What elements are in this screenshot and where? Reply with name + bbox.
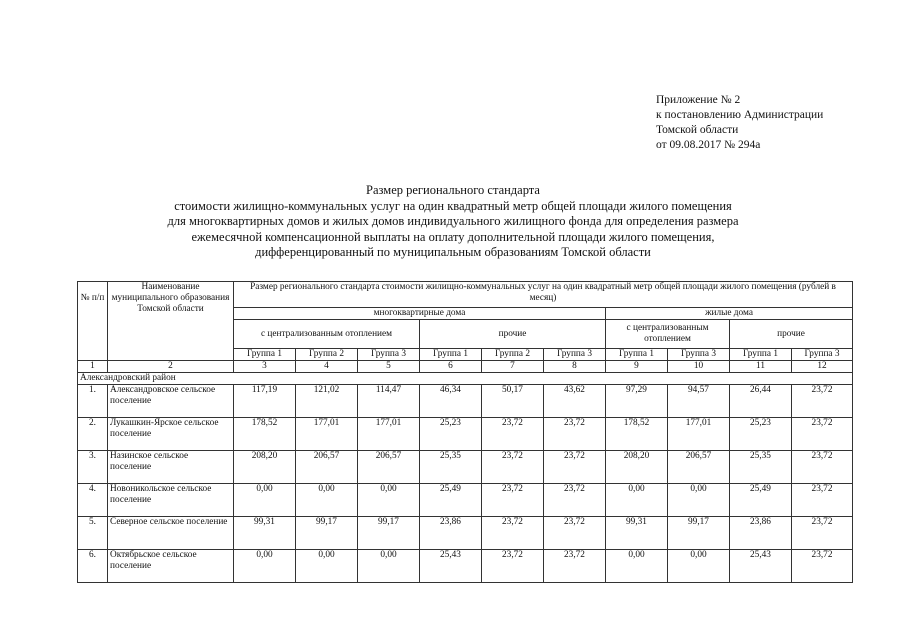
title-line: стоимости жилищно-коммунальных услуг на один квадратный метр общей площади жилого помещения (174, 198, 732, 213)
header-apartments: многоквартирные дома (234, 308, 606, 320)
column-number-row (78, 361, 853, 373)
value-cell: 25,35 (420, 451, 482, 484)
column-number: 12 (792, 361, 853, 373)
value-cell: 25,23 (730, 418, 792, 451)
value-cell: 0,00 (668, 484, 730, 517)
value-cell: 23,72 (792, 550, 853, 583)
value-cell: 99,31 (234, 517, 296, 550)
value-cell: 23,72 (544, 550, 606, 583)
column-number: 6 (420, 361, 482, 373)
municipality-name: Лукашкин-Ярское сельское поселение (108, 418, 234, 451)
district-name: Александровский район (78, 373, 853, 385)
value-cell: 0,00 (358, 484, 420, 517)
row-number: 6. (78, 550, 108, 583)
appendix-line: Приложение № 2 (656, 94, 741, 106)
value-cell: 208,20 (606, 451, 668, 484)
column-number: 5 (358, 361, 420, 373)
value-cell: 25,43 (420, 550, 482, 583)
value-cell: 26,44 (730, 385, 792, 418)
municipality-name: Новоникольское сельское поселение (108, 484, 234, 517)
value-cell: 46,34 (420, 385, 482, 418)
value-cell: 206,57 (668, 451, 730, 484)
title-line: для многоквартирных домов и жилых домов индивидуального жилищного фонда для определения размера (167, 214, 739, 228)
value-cell: 23,72 (544, 484, 606, 517)
appendix-line: от 09.08.2017 № 294а (656, 139, 761, 151)
district-row (78, 373, 853, 385)
header-other: прочие (420, 320, 606, 349)
value-cell: 206,57 (296, 451, 358, 484)
value-cell: 94,57 (668, 385, 730, 418)
value-cell: 177,01 (296, 418, 358, 451)
value-cell: 23,86 (420, 517, 482, 550)
value-cell: 23,72 (544, 418, 606, 451)
value-cell: 177,01 (358, 418, 420, 451)
header-houses: жилые дома (606, 308, 853, 320)
column-number: 1 (78, 361, 108, 373)
table-row (78, 484, 853, 517)
value-cell: 121,02 (296, 385, 358, 418)
group-cell: Группа 1 (730, 349, 792, 361)
value-cell: 23,72 (544, 517, 606, 550)
header-other: прочие (730, 320, 853, 349)
header-name: Наименование муниципального образования Томской области (108, 282, 234, 361)
group-cell: Группа 2 (482, 349, 544, 361)
value-cell: 25,49 (730, 484, 792, 517)
value-cell: 0,00 (358, 550, 420, 583)
municipality-name: Назинское сельское поселение (108, 451, 234, 484)
value-cell: 23,72 (482, 484, 544, 517)
document-title (130, 183, 776, 261)
value-cell: 23,72 (482, 451, 544, 484)
column-number: 11 (730, 361, 792, 373)
group-cell: Группа 1 (420, 349, 482, 361)
title-line: дифференцированный по муниципальным образованиям Томской области (255, 245, 651, 259)
group-cell: Группа 3 (358, 349, 420, 361)
value-cell: 23,86 (730, 517, 792, 550)
value-cell: 25,43 (730, 550, 792, 583)
value-cell: 23,72 (482, 418, 544, 451)
table-row (78, 517, 853, 550)
column-number: 8 (544, 361, 606, 373)
value-cell: 178,52 (606, 418, 668, 451)
row-number: 1. (78, 385, 108, 418)
value-cell: 25,49 (420, 484, 482, 517)
group-cell: Группа 1 (606, 349, 668, 361)
value-cell: 43,62 (544, 385, 606, 418)
value-cell: 208,20 (234, 451, 296, 484)
value-cell: 99,17 (296, 517, 358, 550)
value-cell: 0,00 (606, 550, 668, 583)
group-cell: Группа 3 (668, 349, 730, 361)
appendix-line: Томской области (656, 124, 739, 136)
header-size: Размер регионального стандарта стоимости жилищно-коммунальных услуг на один квадратный метр общей площади жилого помещения (рублей в месяц) (234, 282, 853, 308)
group-cell: Группа 3 (544, 349, 606, 361)
value-cell: 0,00 (234, 550, 296, 583)
value-cell: 23,72 (792, 451, 853, 484)
value-cell: 0,00 (296, 550, 358, 583)
header-central-heating: с централизованным отоплением (234, 320, 420, 349)
appendix-block (656, 93, 823, 153)
column-number: 2 (108, 361, 234, 373)
value-cell: 178,52 (234, 418, 296, 451)
column-number: 10 (668, 361, 730, 373)
row-number: 2. (78, 418, 108, 451)
value-cell: 99,17 (668, 517, 730, 550)
municipality-name: Октябрьское сельское поселение (108, 550, 234, 583)
column-number: 3 (234, 361, 296, 373)
value-cell: 206,57 (358, 451, 420, 484)
value-cell: 99,31 (606, 517, 668, 550)
standards-table (77, 281, 853, 583)
value-cell: 177,01 (668, 418, 730, 451)
value-cell: 97,29 (606, 385, 668, 418)
group-cell: Группа 2 (296, 349, 358, 361)
value-cell: 23,72 (482, 517, 544, 550)
table-row (78, 451, 853, 484)
value-cell: 23,72 (792, 385, 853, 418)
column-number: 4 (296, 361, 358, 373)
row-number: 4. (78, 484, 108, 517)
title-line: ежемесячной компенсационной выплаты на оплату дополнительной площади жилого помещения, (191, 229, 715, 244)
value-cell: 99,17 (358, 517, 420, 550)
header-num: № п/п (78, 282, 108, 361)
title-line: Размер регионального стандарта (366, 183, 540, 197)
value-cell: 0,00 (606, 484, 668, 517)
value-cell: 23,72 (792, 484, 853, 517)
value-cell: 117,19 (234, 385, 296, 418)
value-cell: 25,35 (730, 451, 792, 484)
value-cell: 23,72 (544, 451, 606, 484)
appendix-line: к постановлению Администрации (656, 109, 824, 121)
table-row (78, 550, 853, 583)
table-row (78, 418, 853, 451)
column-number: 7 (482, 361, 544, 373)
group-cell: Группа 1 (234, 349, 296, 361)
column-number: 9 (606, 361, 668, 373)
municipality-name: Александровское сельское поселение (108, 385, 234, 418)
header-central-heating: с централизованным отоплением (606, 320, 730, 349)
value-cell: 0,00 (668, 550, 730, 583)
value-cell: 114,47 (358, 385, 420, 418)
value-cell: 23,72 (792, 517, 853, 550)
value-cell: 0,00 (234, 484, 296, 517)
value-cell: 23,72 (482, 550, 544, 583)
header-row (78, 282, 853, 308)
municipality-name: Северное сельское поселение (108, 517, 234, 550)
row-number: 5. (78, 517, 108, 550)
group-cell: Группа 3 (792, 349, 853, 361)
row-number: 3. (78, 451, 108, 484)
value-cell: 25,23 (420, 418, 482, 451)
table-row (78, 385, 853, 418)
value-cell: 0,00 (296, 484, 358, 517)
value-cell: 23,72 (792, 418, 853, 451)
value-cell: 50,17 (482, 385, 544, 418)
